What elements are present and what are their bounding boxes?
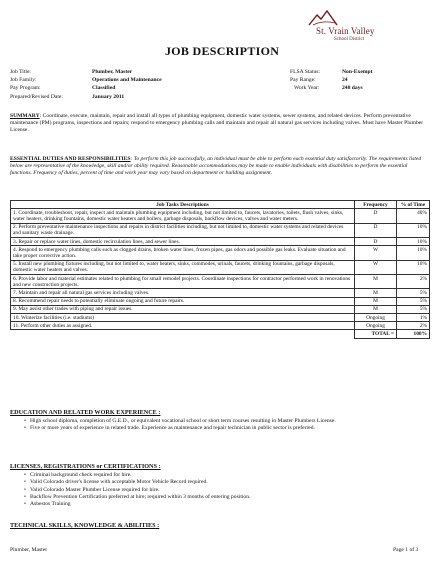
meta-value: January 2011: [92, 93, 125, 100]
table-row: [11, 297, 430, 305]
meta-label: Job Family:: [10, 77, 37, 84]
table-row: [11, 260, 430, 274]
meta-value: Non-Exempt: [342, 69, 373, 75]
frequency-cell: M: [355, 297, 397, 305]
duties-text: : To perform this job successfully, an individual must be able to perform each essential duty satisfactorily. The requirements listed below are representative of the knowledge, skill and/or ability required. Reasonable accommodations may be made to enable individuals with disabilities to perform the essential functions. Frequency of duties, percent of time and work year may vary based on department or building assignment.: [10, 156, 422, 176]
frequency-cell: D: [355, 238, 397, 246]
list-item: • Valid Colorado driver's license with acceptable Motor Vehicle Record required.: [24, 479, 424, 486]
job-meta-right: [290, 68, 372, 93]
meta-row-pay-program: [10, 84, 162, 92]
total-spacer: [11, 330, 355, 338]
time-cell: 10%: [397, 223, 430, 237]
header-percent-time: % of Time: [397, 201, 430, 209]
meta-label: FLSA Status:: [290, 69, 320, 75]
time-cell: 40%: [397, 209, 430, 223]
frequency-cell: Ongoing: [355, 322, 397, 330]
frequency-cell: M: [355, 305, 397, 313]
frequency-cell: M: [355, 275, 397, 289]
table-row: [11, 289, 430, 297]
table-row: [11, 305, 430, 313]
time-cell: 5%: [397, 305, 430, 313]
total-label: TOTAL =: [355, 330, 397, 338]
time-cell: 1%: [397, 314, 430, 322]
table-row: [11, 209, 430, 223]
frequency-cell: W: [355, 246, 397, 260]
meta-label: Pay Program:: [10, 85, 41, 92]
table-row: [11, 275, 430, 289]
list-item: • Valid Colorado Master Plumber License required for hire.: [24, 487, 424, 494]
task-cell: 11. Perform other duties as assigned.: [11, 322, 355, 330]
time-cell: 2%: [397, 275, 430, 289]
meta-value: Operations and Maintenance: [92, 77, 162, 84]
list-item: • High school diploma, completion of G.E.D., or equivalent vocational school or short term courses resulting in Master Plumbers License.: [24, 418, 424, 425]
frequency-cell: Ongoing: [355, 314, 397, 322]
list-item: • Criminal background check required for hire.: [24, 472, 424, 479]
skills-heading: [10, 522, 159, 529]
list-item: • Backflow Prevention Certification preferred at hire; required within 3 months of entering position.: [24, 494, 424, 501]
table-row: [11, 322, 430, 330]
skills-heading-text: TECHNICAL SKILLS, KNOWLEDGE & ABILITIES: [10, 522, 156, 529]
total-value: 100%: [397, 330, 430, 338]
task-cell: 3. Repair or replace water lines, domestic recirculation lines, and sewer lines.: [11, 238, 355, 246]
frequency-cell: D: [355, 223, 397, 237]
licenses-heading-suffix: :: [156, 463, 161, 470]
footer-page-number: Page 1 of 3: [393, 547, 419, 553]
education-list: [24, 418, 424, 433]
meta-value: Plumber, Master: [92, 69, 133, 75]
duties-heading: ESSENTIAL DUTIES AND RESPONSIBILITIES: [10, 156, 131, 162]
meta-row-pay-range: [290, 76, 372, 84]
table-row: [11, 314, 430, 322]
document-title: JOB DESCRIPTION: [165, 44, 280, 58]
duties-section: [10, 156, 430, 176]
meta-label: Work Year:: [294, 85, 320, 92]
education-heading-suffix: :: [156, 409, 161, 416]
table-row: [11, 223, 430, 237]
education-heading: [10, 409, 160, 416]
meta-value: Classified: [92, 85, 116, 92]
skills-heading-suffix: :: [155, 522, 160, 529]
logo-subtitle: School District: [334, 37, 365, 42]
education-heading-text: EDUCATION AND RELATED WORK EXPERIENCE: [10, 409, 157, 416]
frequency-cell: W: [355, 260, 397, 274]
task-cell: 9. May assist other trades with piping and repair issues.: [11, 305, 355, 313]
task-cell: 2. Perform preventative maintenance inspections and repairs in district facilities including, but not limited to, domestic water systems and related devices and sanitary waste drainage.: [11, 223, 355, 237]
table-total-row: [11, 330, 430, 338]
licenses-heading-text: LICENSES, REGISTRATIONS or CERTIFICATIONS: [10, 463, 157, 470]
time-cell: 10%: [397, 260, 430, 274]
task-cell: 8. Recommend repair needs to potentially eliminate ongoing and future repairs.: [11, 297, 355, 305]
time-cell: 10%: [397, 238, 430, 246]
meta-row-job-family: [10, 76, 162, 84]
table-row: [11, 238, 430, 246]
task-cell: 7. Maintain and repair all natural gas services including valves.: [11, 289, 355, 297]
job-tasks-table: [10, 200, 430, 339]
header-frequency: Frequency: [355, 201, 397, 209]
summary-heading: SUMMARY: [10, 113, 40, 119]
summary-text: : Coordinate, execute, maintain, repair and install all types of plumbing equipment, domestic water systems, sewer systems, and related devices. Perform preventative maintenance (PM) programs, inspections and repairs; respond to emergency plumbing calls and maintain and repair all natural gas services including valves. Must have Master Plumber License.: [10, 113, 424, 133]
frequency-cell: M: [355, 289, 397, 297]
summary-section: [10, 113, 430, 133]
licenses-heading: [10, 463, 161, 470]
list-item: • Five or more years of experience in related trade. Experience as maintenance and repair technician in public sector is preferred.: [24, 425, 424, 432]
meta-row-flsa: [290, 68, 372, 76]
time-cell: 10%: [397, 246, 430, 260]
task-cell: 1. Coordinate, troubleshoot, repair, inspect and maintain plumbing equipment including, but not limited to, faucets, lavatories, toilets, flush valves, sinks, water heaters, drinking fountains, domestic water heaters and boilers, garbage disposals, backflow devices, valves and water meters.: [11, 209, 355, 223]
mountain-logo-icon: [308, 10, 338, 26]
meta-value: 24: [342, 77, 348, 84]
task-cell: 4. Respond to emergency plumbing calls such as clogged drains, broken water lines, frozen pipes, gas odors and possible gas leaks. Evaluate situation and take proper corrective action.: [11, 246, 355, 260]
meta-row-revised-date: [10, 93, 162, 101]
job-meta-left: [10, 68, 162, 101]
meta-label: Prepared/Revised Date:: [10, 93, 63, 100]
meta-row-work-year: [290, 84, 372, 92]
footer-job-title: Plumber, Master: [10, 547, 48, 553]
table-row: [11, 246, 430, 260]
district-logo: [306, 10, 402, 44]
logo-name: St. Vrain Valley: [316, 26, 375, 36]
task-cell: 10. Winterize facilities (i.e. stadiums): [11, 314, 355, 322]
time-cell: 5%: [397, 297, 430, 305]
time-cell: 2%: [397, 322, 430, 330]
meta-label: Pay Range:: [290, 77, 316, 84]
table-header-row: [11, 201, 430, 209]
meta-label: Job Title:: [10, 69, 31, 75]
list-item: • Asbestos Training: [24, 501, 424, 508]
licenses-list: [24, 472, 424, 508]
header-task: Job Tasks Descriptions: [11, 201, 355, 209]
meta-value: 248 days: [342, 85, 363, 92]
task-cell: 5. Install new plumbing fixtures including, but not limited to, water heaters, sinks, commodes, urinals, faucets, drinking fountains, garbage disposals, domestic water heaters and valves.: [11, 260, 355, 274]
frequency-cell: D: [355, 209, 397, 223]
time-cell: 5%: [397, 289, 430, 297]
task-cell: 6. Provide labor and material estimates related to plumbing for small remodel projects. Coordinate inspections for contractor performed work in renovations and new construction projects.: [11, 275, 355, 289]
meta-row-job-title: [10, 68, 162, 76]
